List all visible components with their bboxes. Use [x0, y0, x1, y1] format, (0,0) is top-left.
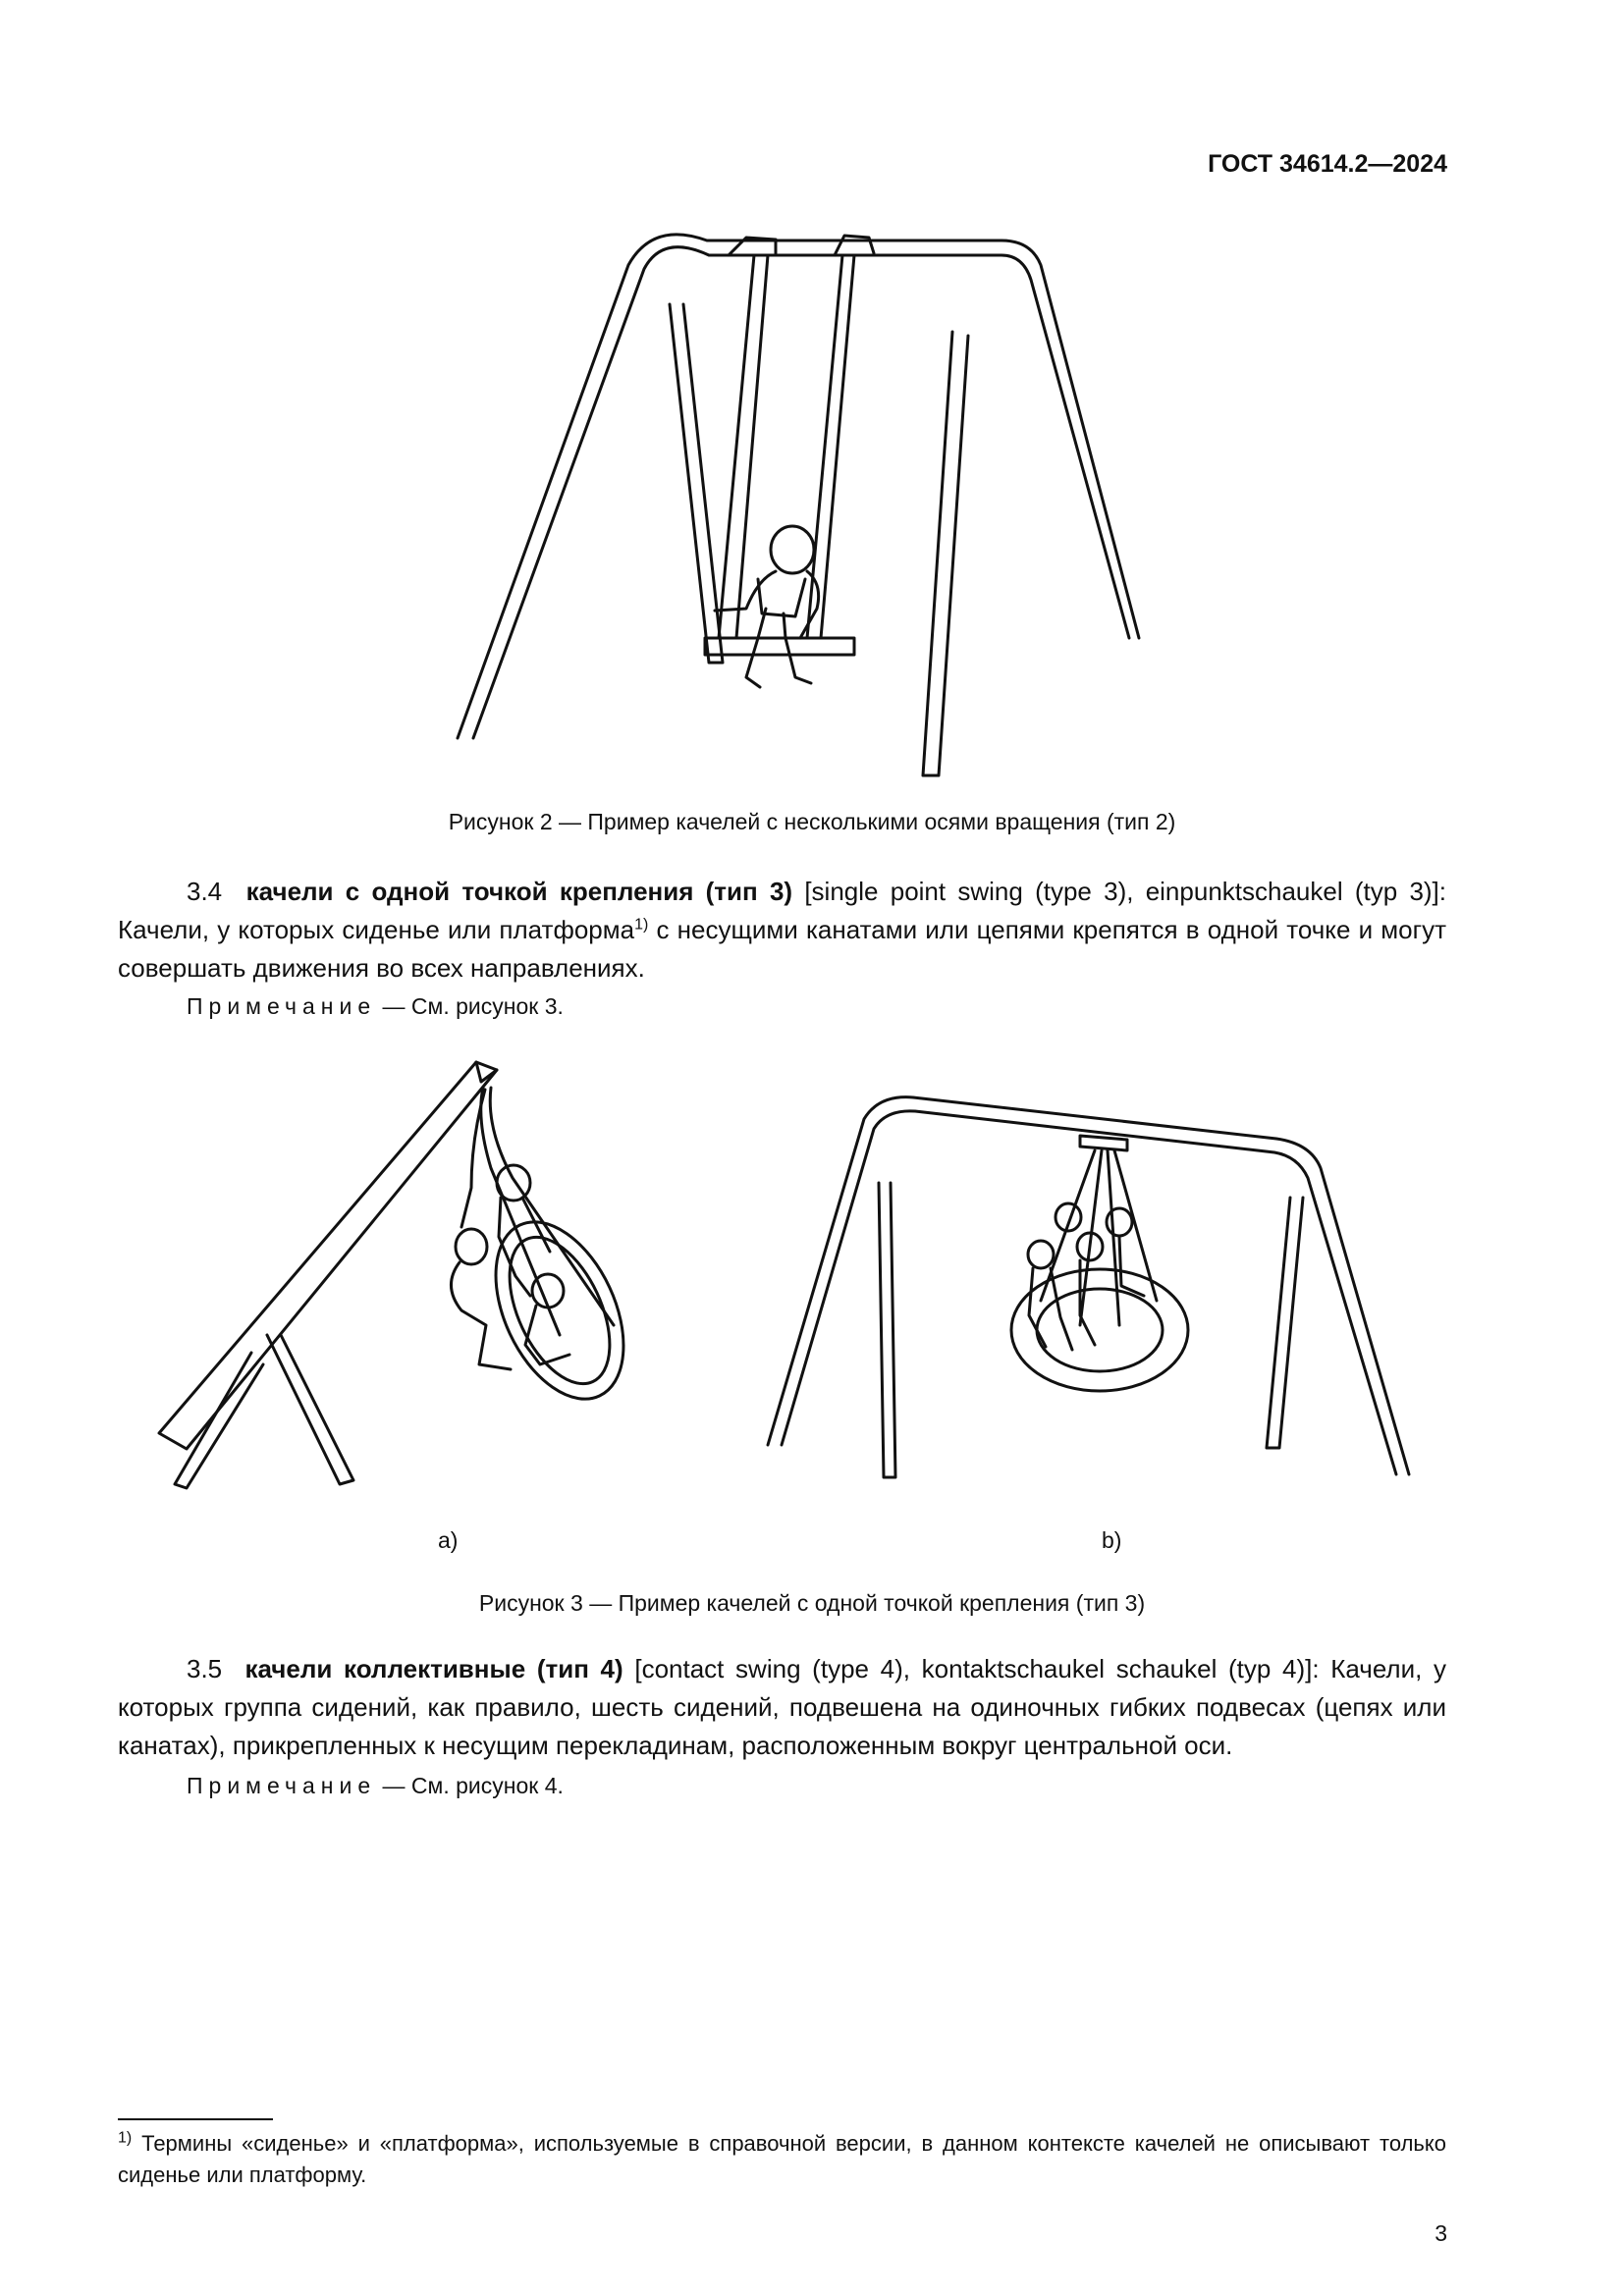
figure-3b-label: b)	[1102, 1527, 1122, 1553]
section-number: 3.5	[187, 1654, 223, 1683]
note-3-5	[187, 1773, 564, 1799]
figure-3b-illustration	[756, 1090, 1424, 1492]
note-3-4	[187, 993, 564, 1020]
figure-3a-illustration	[147, 1041, 697, 1502]
footnote-reference: 1)	[634, 916, 649, 934]
note-text: — См. рисунок 4.	[382, 1773, 564, 1798]
figure-2-caption: Рисунок 2 — Пример качелей с несколькими осями вращения (тип 2)	[448, 809, 1176, 834]
figure-3a-label: a)	[438, 1527, 459, 1553]
section-3-4-paragraph	[118, 873, 1446, 988]
term-title: качели коллективные (тип 4)	[244, 1654, 623, 1683]
note-label: Примечание	[187, 1773, 377, 1798]
note-text: — См. рисунок 3.	[382, 993, 564, 1019]
footnote	[118, 2128, 1446, 2191]
footnote-text: Термины «сиденье» и «платформа», используемые в справочной версии, в данном контексте качелей не описывают только сиденье или платформу.	[118, 2131, 1446, 2187]
footnote-separator	[118, 2118, 273, 2120]
definition-text-part-2: с несущими канатами или цепями крепятся в одной точке и могут совершать движения во всех направлениях.	[118, 915, 1447, 983]
definition-text: [contact swing (type 4), kontaktschaukel schaukel (typ 4)]: Качели, у которых группа сидений, как правило, шесть сидений, подвешена на одиночных гибких подвесах (цепях или канатах), прикрепленных к несущим перекладинам, расположенным вокруг центральной оси.	[118, 1654, 1446, 1760]
figure-2-illustration	[452, 226, 1159, 785]
section-3-5-paragraph	[118, 1650, 1446, 1765]
document-code: ГОСТ 34614.2—2024	[1208, 150, 1447, 178]
figure-3-caption: Рисунок 3 — Пример качелей с одной точкой крепления (тип 3)	[478, 1590, 1146, 1616]
foreign-equivalents: [single point swing (type 3), einpunktschaukel (typ 3)]:	[804, 877, 1447, 906]
section-number: 3.4	[187, 877, 223, 906]
note-label: Примечание	[187, 993, 377, 1019]
term-title: качели с одной точкой крепления (тип 3)	[245, 877, 793, 906]
footnote-mark: 1)	[118, 2129, 133, 2147]
page-number: 3	[1435, 2220, 1447, 2246]
definition-text-part-1: Качели, у которых сиденье или платформа	[118, 915, 635, 944]
